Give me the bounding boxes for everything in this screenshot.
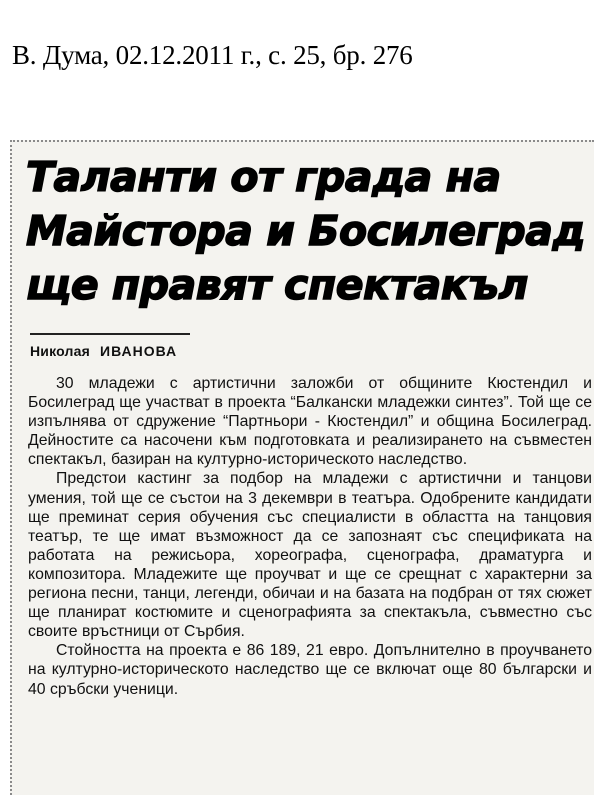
clipping-border-top [10,140,594,142]
article-headline [26,150,586,312]
byline-rule [30,333,190,335]
author-first-name: Николая [30,343,90,359]
article-paragraph-2: Предстои кастинг за подбор на младежи с артистични и танцови умения, той ще се състои на 3 декември в театъра. Одобрените кандидати ще преминат серия обучения със специалисти в областта на танцовия театър, те ще имат възможност да се запознаят със спецификата на работата на режисьора, хореографа, сценографа, драматурга и композитора. Младежите ще проучват и ще се срещнат с характерни за региона песни, танци, легенди, обичаи и на базата на подбран от тях сюжет ще планират костюмите и сценографията за спектакъла, съвместно със своите връстници от Сърбия. [28,470,592,641]
byline [30,343,177,359]
headline-line-2: Майстора и Босилеград [26,207,586,255]
clipping-border-left [10,140,12,795]
source-citation: В. Дума, 02.12.2011 г., с. 25, бр. 276 [12,40,413,70]
headline-line-3: ще правят спектакъл [26,261,528,309]
author-last-name: ИВАНОВА [100,343,178,359]
headline-line-1: Таланти от града на [26,153,501,201]
article-paragraph-3: Стойността на проекта е 86 189, 21 евро. Допълнително в проучването на културно-историческото наследство ще се включат още 80 български и 40 сръбски ученици. [28,642,592,698]
article-body [28,374,592,699]
article-paragraph-1: 30 младежи с артистични заложби от общините Кюстендил и Босилеград ще участват в проекта “Балкански младежки синтез”. Той ще се изпълнява от сдружение “Партньори - Кюстендил” и община Босилеград. Дейностите са насочени към подготовката и реализирането на съвместен спектакъл, базиран на културно-историческото наследство. [28,375,592,469]
